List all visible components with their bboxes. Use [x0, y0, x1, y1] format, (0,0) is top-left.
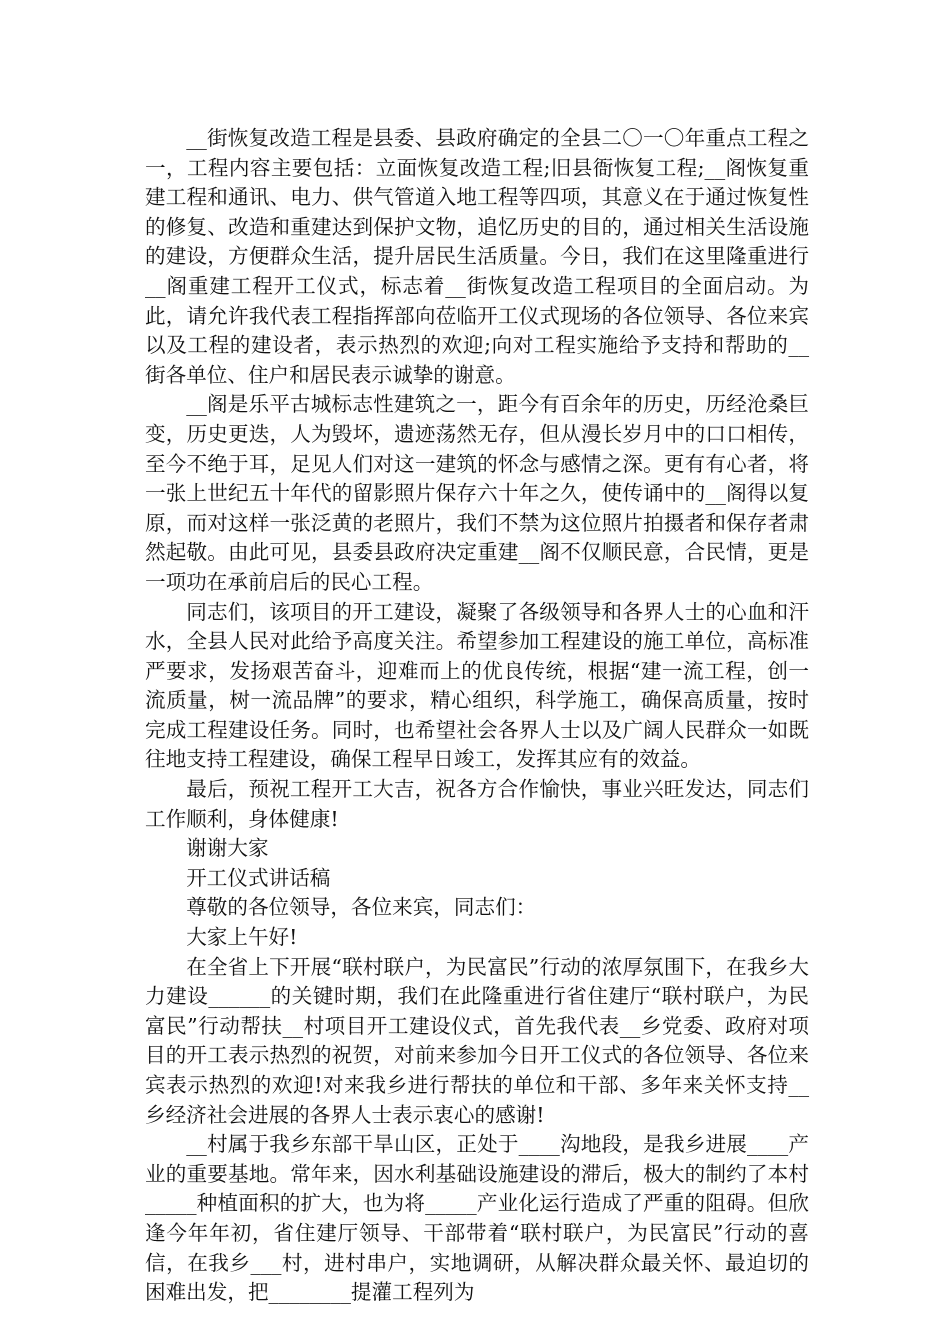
greeting: 大家上午好! [186, 925, 298, 950]
paragraph-ceremony-opening: 在全省上下开展“联村联户，为民富民”行动的浓厚氛围下，在我乡大力建设______的关键时期，我们在此隆重进行省住建厅“联村联户，为民富民”行动帮扶__村项目开工建设仪式，首先我代表__乡党委、政府对项目的开工表示热烈的祝贺，对前来参加今日开工仪式的各位领导、各位来宾表示热烈的欢迎!对来我乡进行帮扶的单位和干部、多年来关怀支持__乡经济社会进展的各界人士表示衷心的感谢! [145, 954, 809, 1127]
paragraph-village-background: __村属于我乡东部干旱山区，正处于____沟地段，是我乡进展____产业的重要基地。常年来，因水利基础设施建设的滞后，极大的制约了本村_____种植面积的扩大，也为将_____产业化运行造成了严重的阻碍。但欣逢今年年初，省住建厅领导、干部带着“联村联户，为民富民”行动的喜信，在我乡___村，进村串户，实地调研，从解决群众最关怀、最迫切的困难出发，把________提灌工程列为 [145, 1132, 809, 1305]
thanks-line: 谢谢大家 [186, 836, 269, 861]
document-body [145, 124, 809, 1308]
paragraph-project-intro: __街恢复改造工程是县委、县政府确定的全县二〇一〇年重点工程之一，工程内容主要包括：立面恢复改造工程;旧县衙恢复工程;__阁恢复重建工程和通讯、电力、供气管道入地工程等四项，其意义在于通过恢复性的修复、改造和重建达到保护文物，追忆历史的目的，通过相关生活设施的建设，方便群众生活，提升居民生活质量。今日，我们在这里隆重进行__阁重建工程开工仪式，标志着__街恢复改造工程项目的全面启动。为此，请允许我代表工程指挥部向莅临开工仪式现场的各位领导、各位来宾以及工程的建设者，表示热烈的欢迎;向对工程实施给予支持和帮助的__街各单位、住户和居民表示诚挚的谢意。 [145, 126, 809, 387]
paragraph-call-to-action: 同志们，该项目的开工建设，凝聚了各级领导和各界人士的心血和汗水，全县人民对此给予高度关注。希望参加工程建设的施工单位，高标准严要求，发扬艰苦奋斗，迎难而上的优良传统，根据“建一流工程，创一流质量，树一流品牌”的要求，精心组织，科学施工，确保高质量，按时完成工程建设任务。同时，也希望社会各界人士以及广阔人民群众一如既往地支持工程建设，确保工程早日竣工，发挥其应有的效益。 [145, 599, 809, 772]
paragraph-pavilion-history: __阁是乐平古城标志性建筑之一，距今有百余年的历史，历经沧桑巨变，历史更迭，人为毁坏，遗迹荡然无存，但从漫长岁月中的口口相传，至今不绝于耳，足见人们对这一建筑的怀念与感情之深。更有有心者，将一张上世纪五十年代的留影照片保存六十年之久，使传诵中的__阁得以复原，而对这样一张泛黄的老照片，我们不禁为这位照片拍摄者和保存者肃然起敬。由此可见，县委县政府决定重建__阁不仅顺民意，合民情，更是一项功在承前启后的民心工程。 [145, 392, 809, 594]
paragraph-closing-wishes: 最后，预祝工程开工大吉，祝各方合作愉快，事业兴旺发达，同志们工作顺利，身体健康! [145, 777, 809, 831]
salutation: 尊敬的各位领导，各位来宾，同志们： [186, 895, 537, 920]
speech-title: 开工仪式讲话稿 [186, 865, 331, 890]
